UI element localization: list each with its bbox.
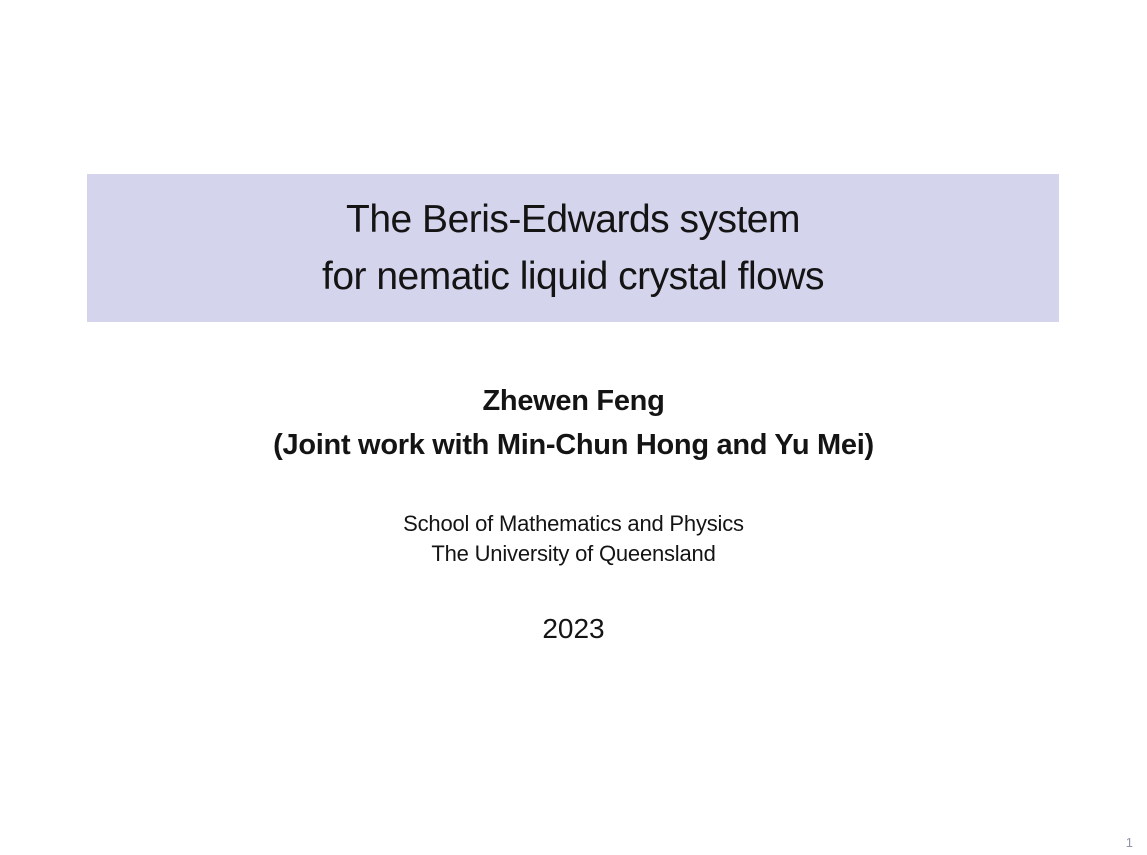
author-collaboration: (Joint work with Min-Chun Hong and Yu Mei) [273, 429, 874, 461]
author-block [0, 379, 1147, 467]
slide-title-line-1: The Beris-Edwards system [346, 198, 800, 241]
date-block [0, 613, 1147, 645]
title-banner [87, 174, 1059, 322]
institute-block [0, 509, 1147, 569]
presentation-date: 2023 [542, 613, 605, 644]
institute-university: The University of Queensland [431, 541, 716, 566]
author-name: Zhewen Feng [482, 385, 665, 417]
slide-title-line-2: for nematic liquid crystal flows [321, 255, 824, 298]
institute-school: School of Mathematics and Physics [403, 511, 744, 536]
page-number: 1 [1125, 835, 1133, 850]
